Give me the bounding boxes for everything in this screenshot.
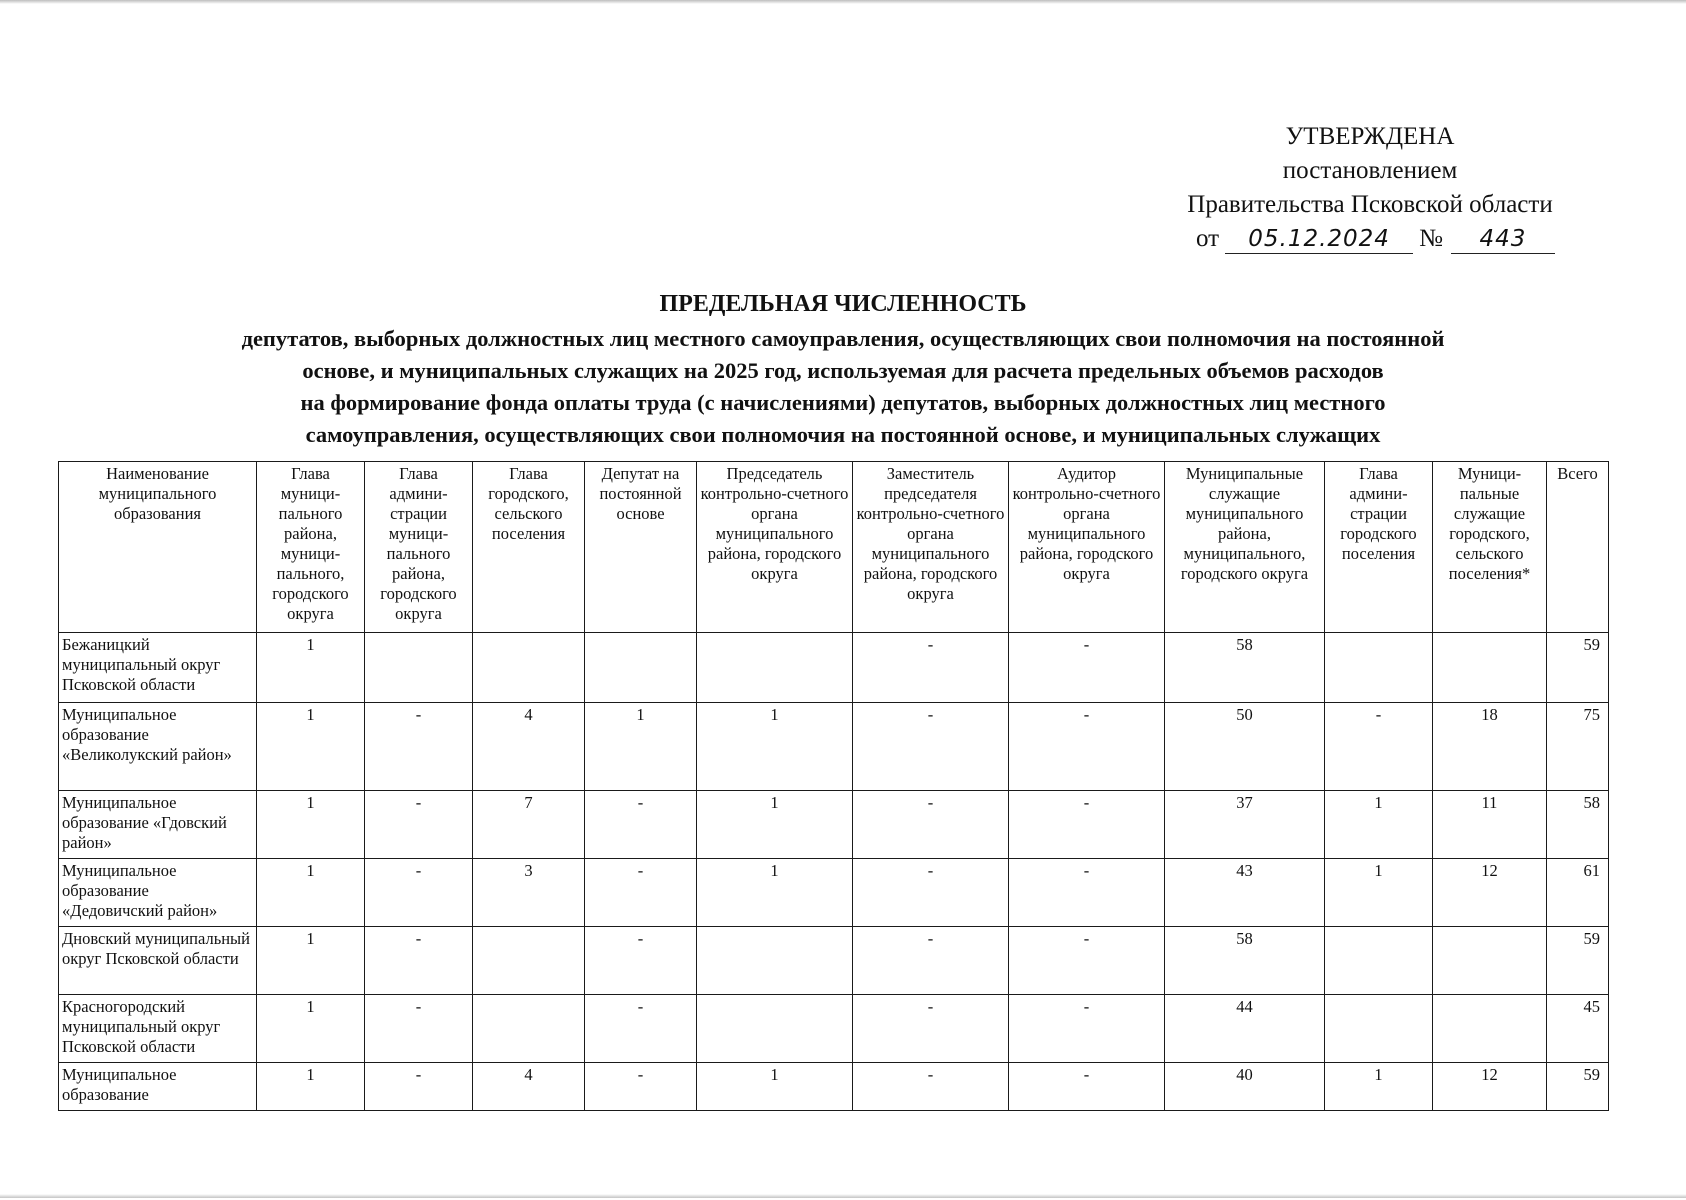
value-cell: 7: [473, 791, 585, 859]
value-cell: 4: [473, 703, 585, 791]
municipality-name-cell: Муниципальное образование «Великолукский район»: [59, 703, 257, 791]
value-cell: [473, 995, 585, 1063]
table-row: [59, 633, 1609, 703]
value-cell: 1: [1325, 859, 1433, 927]
municipality-name-cell: Муниципальное образование «Гдовский район»: [59, 791, 257, 859]
value-cell: 1: [257, 703, 365, 791]
subtitle-line: на формирование фонда оплаты труда (с начислениями) депутатов, выборных должностных лиц местного: [300, 390, 1386, 415]
approval-stamp: [1150, 120, 1590, 256]
column-header: Всего: [1547, 462, 1609, 633]
approval-heading: УТВЕРЖДЕНА: [1285, 123, 1455, 150]
value-cell: 37: [1165, 791, 1325, 859]
value-cell: -: [365, 995, 473, 1063]
value-cell: -: [585, 995, 697, 1063]
table-body: [59, 633, 1609, 1111]
column-header: Глава админи-страции городского поселения: [1325, 462, 1433, 633]
value-cell: 58: [1165, 633, 1325, 703]
subtitle-line: депутатов, выборных должностных лиц местного самоуправления, осуществляющих свои полномочия на постоянной: [241, 326, 1445, 351]
approval-date-line: [1150, 222, 1590, 256]
value-cell: -: [1009, 859, 1165, 927]
column-header: Глава городского, сельского поселения: [473, 462, 585, 633]
value-cell: -: [1009, 1063, 1165, 1111]
value-cell: -: [585, 927, 697, 995]
approval-number: 443: [1451, 225, 1555, 254]
municipality-name-cell: Красногородский муниципальный округ Псковской области: [59, 995, 257, 1063]
value-cell: [697, 995, 853, 1063]
scan-edge-top: [0, 0, 1686, 4]
total-cell: 75: [1547, 703, 1609, 791]
value-cell: 12: [1433, 1063, 1547, 1111]
approval-line-1: постановлением: [1282, 157, 1458, 184]
column-header: Глава муници-пального района, муници-пального, городского округа: [257, 462, 365, 633]
value-cell: -: [853, 995, 1009, 1063]
value-cell: 18: [1433, 703, 1547, 791]
value-cell: -: [365, 1063, 473, 1111]
column-header: Заместитель председателя контрольно-счетного органа муниципального района, городского округа: [853, 462, 1009, 633]
approval-line-2: Правительства Псковской области: [1187, 191, 1553, 218]
value-cell: [1433, 633, 1547, 703]
value-cell: 1: [585, 703, 697, 791]
value-cell: 1: [697, 1063, 853, 1111]
table-row: [59, 1063, 1609, 1111]
total-cell: 59: [1547, 633, 1609, 703]
table-row: [59, 859, 1609, 927]
total-cell: 59: [1547, 927, 1609, 995]
value-cell: 1: [257, 859, 365, 927]
value-cell: 12: [1433, 859, 1547, 927]
value-cell: [365, 633, 473, 703]
value-cell: -: [853, 791, 1009, 859]
header-row: [59, 462, 1609, 633]
value-cell: 50: [1165, 703, 1325, 791]
value-cell: -: [1009, 927, 1165, 995]
column-header: Глава админи-страции муници-пального района, городского округа: [365, 462, 473, 633]
value-cell: -: [853, 633, 1009, 703]
value-cell: 43: [1165, 859, 1325, 927]
table-row: [59, 791, 1609, 859]
value-cell: -: [585, 1063, 697, 1111]
table-row: [59, 703, 1609, 791]
value-cell: [473, 633, 585, 703]
total-cell: 58: [1547, 791, 1609, 859]
value-cell: 1: [697, 703, 853, 791]
table-row: [59, 995, 1609, 1063]
value-cell: 3: [473, 859, 585, 927]
value-cell: [1325, 995, 1433, 1063]
approval-number-sign: №: [1419, 225, 1443, 252]
approval-from-prefix: от: [1196, 225, 1220, 252]
subtitle-line: самоуправления, осуществляющих свои полномочия на постоянной основе, и муниципальных служащих: [305, 422, 1381, 447]
value-cell: 1: [257, 633, 365, 703]
column-header: Депутат на постоянной основе: [585, 462, 697, 633]
document-subtitle: [40, 323, 1646, 451]
table-row: [59, 927, 1609, 995]
column-header: Председатель контрольно-счетного органа муниципального района, городского округа: [697, 462, 853, 633]
column-header: Муниципальные служащие муниципального района, муниципального, городского округа: [1165, 462, 1325, 633]
municipality-name-cell: Бежаницкий муниципальный округ Псковской области: [59, 633, 257, 703]
value-cell: -: [1009, 703, 1165, 791]
value-cell: -: [365, 859, 473, 927]
value-cell: 1: [257, 1063, 365, 1111]
value-cell: -: [1325, 703, 1433, 791]
value-cell: [1433, 927, 1547, 995]
value-cell: -: [1009, 995, 1165, 1063]
subtitle-line: основе, и муниципальных служащих на 2025 год, используемая для расчета предельных объемов расходов: [302, 358, 1384, 383]
value-cell: [473, 927, 585, 995]
scan-edge-bottom: [0, 1194, 1686, 1198]
value-cell: 1: [257, 995, 365, 1063]
value-cell: -: [853, 1063, 1009, 1111]
value-cell: 1: [1325, 1063, 1433, 1111]
value-cell: -: [853, 859, 1009, 927]
municipality-name-cell: Дновский муниципальный округ Псковской области: [59, 927, 257, 995]
value-cell: -: [585, 791, 697, 859]
value-cell: 1: [257, 791, 365, 859]
value-cell: -: [365, 791, 473, 859]
table-header: [59, 462, 1609, 633]
column-header: Аудитор контрольно-счетного органа муниципального района, городского округа: [1009, 462, 1165, 633]
value-cell: [585, 633, 697, 703]
document-title: ПРЕДЕЛЬНАЯ ЧИСЛЕННОСТЬ: [659, 291, 1027, 317]
municipality-name-cell: Муниципальное образование: [59, 1063, 257, 1111]
value-cell: -: [1009, 633, 1165, 703]
value-cell: -: [365, 927, 473, 995]
value-cell: 1: [697, 791, 853, 859]
value-cell: 1: [697, 859, 853, 927]
value-cell: 1: [1325, 791, 1433, 859]
total-cell: 61: [1547, 859, 1609, 927]
value-cell: 1: [257, 927, 365, 995]
total-cell: 59: [1547, 1063, 1609, 1111]
value-cell: 11: [1433, 791, 1547, 859]
column-header: Муници-пальные служащие городского, сельского поселения*: [1433, 462, 1547, 633]
document-title-block: [40, 288, 1646, 451]
value-cell: [1325, 633, 1433, 703]
approval-date: 05.12.2024: [1225, 225, 1413, 254]
value-cell: 40: [1165, 1063, 1325, 1111]
staff-limits-table: [58, 461, 1609, 1111]
value-cell: -: [853, 703, 1009, 791]
value-cell: -: [365, 703, 473, 791]
value-cell: -: [853, 927, 1009, 995]
value-cell: -: [1009, 791, 1165, 859]
value-cell: [697, 927, 853, 995]
value-cell: 4: [473, 1063, 585, 1111]
total-cell: 45: [1547, 995, 1609, 1063]
municipality-name-cell: Муниципальное образование «Дедовичский район»: [59, 859, 257, 927]
value-cell: 44: [1165, 995, 1325, 1063]
column-header: Наименование муниципального образования: [59, 462, 257, 633]
value-cell: -: [585, 859, 697, 927]
value-cell: [1433, 995, 1547, 1063]
value-cell: [697, 633, 853, 703]
value-cell: 58: [1165, 927, 1325, 995]
value-cell: [1325, 927, 1433, 995]
